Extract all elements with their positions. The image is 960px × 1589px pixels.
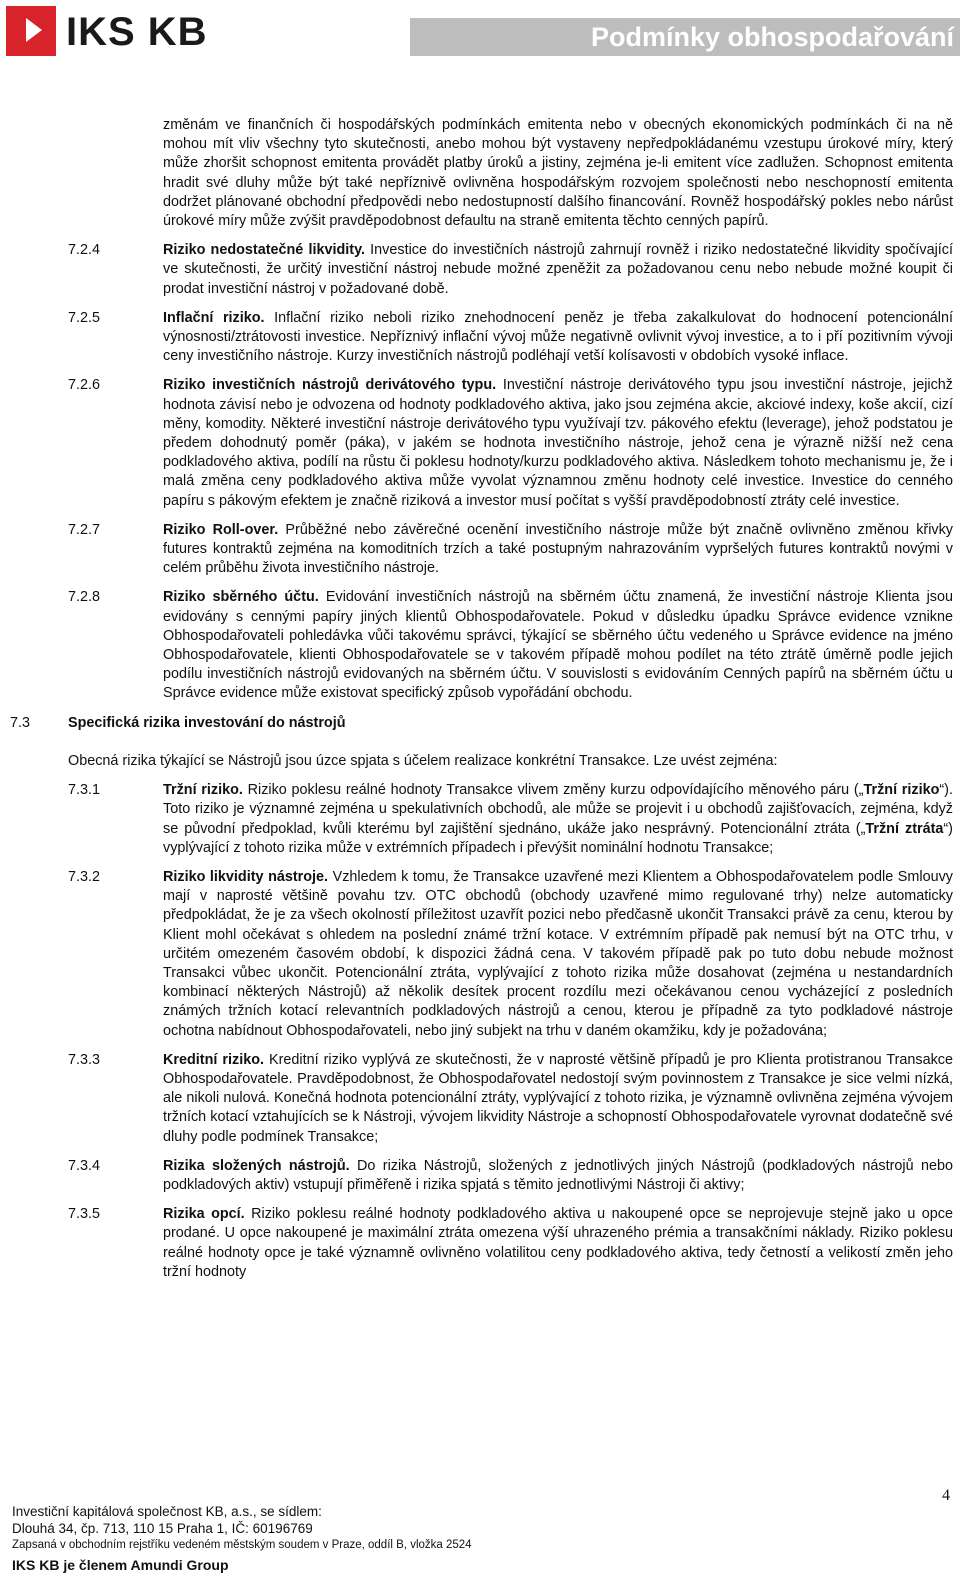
risk-list-7-2	[0, 241, 960, 703]
footer	[12, 1503, 472, 1574]
risk-item: 7.2.7 Riziko Roll-over. Průběžné nebo závěrečné ocenění investičního nástroje může být značně ovlivněno změnou křivky futures kontraktů zejména na komoditních trzích a také postupným nahrazováním vypršelých futures kontraktů novými v celém průběhu života investičního nástroje.	[68, 521, 953, 577]
footer-registry: Zapsaná v obchodním rejstříku vedeném městským soudem v Praze, oddíl B, vložka 2524	[12, 1539, 472, 1551]
risk-item: 7.3.5 Rizika opcí. Riziko poklesu reálné hodnoty podkladového aktiva u nakoupené opce se neprojevuje stejně jako u opce prodané. U opce nakoupené je maximální ztráta omezena výší uhrazeného prémia a transakčními náklady. Riziko poklesu reálné hodnoty opce je také významně ovlivněno volatilitou ceny podkladového aktiva, tedy četností a velikostí změn jeho tržní hodnoty	[68, 1206, 953, 1280]
footer-group: IKS KB je členem Amundi Group	[12, 1557, 229, 1573]
page-header-title: Podmínky obhospodařování	[590, 22, 954, 52]
risk-item: 7.3.2 Riziko likvidity nástroje. Vzhledem k tomu, že Transakce uzavřené mezi Klientem a Obhospodařovatelem podle Smlouvy mají v naprosté většině povahu tzv. OTC obchodů (obchody uzavřené mimo regulované trhy) nelze automaticky předpokládat, že je za všech okolností příležitost uzavřít pozici nebo předčasně ukončit Transakci právě za cenu, kterou by Klient mohl očekávat s ohledem na poslední známé tržní kotace. V extrémním případě pak nemusí být na OTC trhu, v určitém omezeném časovém období, k dispozici žádná cena. V takovém případě pak po tuto dobu nebude možnost Transakci vůbec ukončit. Potencionální ztráta, vyplývající z tohoto rizika může dosahovat (zejména u nestandardních kombinací některých Nástrojů) až několik desítek procent rozdílu mezi očekávanou cenou vycházející z posledních známých tržních kotací relevantních podkladových nástrojů a cenou, kterou je případně za tyto podkladové nástroje ochotna nabídnout Obhospodařovateli, nebo jiný subjekt na trhu v daném okamžiku, kdy je požadována;	[68, 868, 953, 1039]
risk-item: 7.2.5 Inflační riziko. Inflační riziko neboli riziko znehodnocení peněz je třeba zakalkulovat do hodnocení potencionální výnosnosti/ztrátovosti investice. Nepříznivý inflační vývoj může negativně ovlivnit vývoj investice, a to i pří pozitivním vývoji ceny investičního nástroje. Kurzy investičních nástrojů podléhají vetší kolísavosti v obdobích vysoké inflace.	[68, 309, 953, 365]
risk-item: 7.3.3 Kreditní riziko. Kreditní riziko vyplývá ze skutečnosti, že v naprosté většině případů je pro Klienta protistranou Transakce Obhospodařovatele. Pravděpodobnost, že Obhospodařovatel nedostojí svým povinnostem z Transakce je sice velmi nízká, ale nikoli nulová. Konečná hodnota potencionální ztráty, vyplývající z tohoto rizika, je významně ovlivněna zejména vývojem tržních kotací vztahujících se k Nástroji, vývojem likvidity Nástroje a schopností Obhospodařovatele vyrovnat dodatečně své dluhy podle podmínek Transakce;	[68, 1051, 953, 1145]
risk-item: 7.2.4 Riziko nedostatečné likvidity. Investice do investičních nástrojů zahrnují rovněž i riziko nedostatečné likvidity spočívající ve skutečnosti, že určitý investiční nástroj nebude možné zpeněžit za požadovanou cenu nebo nebude možné koupit či prodat investiční nástroj v požadované době.	[68, 242, 953, 297]
footer-company: Investiční kapitálová společnost KB, a.s., se sídlem:	[12, 1504, 322, 1519]
risk-item: 7.3.1 Tržní riziko. Riziko poklesu reálné hodnoty Transakce vlivem změny kurzu odpovídajícího měnového páru („Tržní riziko“). Toto riziko je významné zejména u spekulativních obchodů, ale může se projevit i u obchodů zajišťovacích, zejména, když se původní předpoklad, kvůli kterému byl zajištění sjednáno, ukáže jako nesprávný. Potencionální ztráta („Tržní ztráta“) vyplývající z tohoto rizika může v extrémních případech i převýšit nominální hodnotu Transakce;	[68, 782, 953, 856]
logo-mark-icon	[6, 6, 56, 56]
risk-item: 7.2.8 Riziko sběrného účtu. Evidování investičních nástrojů na sběrném účtu znamená, že investiční nástroje Klienta jsou evidovány s cennými papíry jiných klientů Obhospodařovatele. Pokud v důsledku úpadku Správce evidence vznikne Obhospodařovateli pohledávka vůči takovému správci, týkající se sběrného účtu vedeného u Správce evidence na jméno Obhospodařovatele, klienti Obhospodařovatele se v takovém případě mohou podílet na této ztrátě úměrně podle jejich podílu investičních nástrojů evidovaných na sběrném účtu. V souvislosti s evidováním Cenných papírů na sběrném účtu u Správce evidence může existovat specifický způsob vypořádání obchodu.	[68, 589, 954, 702]
risk-item: 7.3.4 Rizika složených nástrojů. Do rizika Nástrojů, složených z jednotlivých jiných Nástrojů (podkladových nástrojů nebo podkladových aktiv) vstupují přiměřeně i rizika spjatá s těmito jednotlivými Nástroji či aktivy;	[68, 1157, 953, 1193]
risk-item: 7.2.6 Riziko investičních nástrojů derivátového typu. Investiční nástroje derivátového typu jsou investiční nástroje, jejichž hodnota závisí nebo je odvozena od hodnoty podkladového aktiva, jako jsou zejména akcie, akciové indexy, koše akcií, cizí měny, komodity. Některé investiční nástroje derivátového typu využívají tzv. pákového efektu (leverage), jehož podstatou je předem dohodnutý poměr (páka), v jakém se hodnota investičního nástroje, jehož cena je výrazně nižší než cena podkladového aktiva, podílí na růstu či poklesu hodnoty/kurzu podkladového aktiva. Následkem tohoto mechanismu je, že i malá změna ceny podkladového aktiva může vyvolat významnou změnu hodnoty celé investice. Investice do cenného papíru s pákovým efektem je značně riziková a investor musí počítat s vyšší pravděpodobností ztráty celé investice.	[68, 377, 953, 509]
page-number: 4	[942, 1487, 950, 1504]
header-bar	[410, 18, 960, 56]
footer-address: Dlouhá 34, čp. 713, 110 15 Praha 1, IČ: 60196769	[12, 1521, 313, 1536]
risk-list-7-3	[0, 781, 960, 1282]
logo-text: IKS KB	[66, 10, 208, 54]
continued-paragraph: změnám ve finančních či hospodářských podmínkách emitenta nebo v obecných ekonomických podmínkách či na ně mohou mít vliv všechny tyto skutečnosti, anebo mohou být vystaveny nepředpokládanému vzestupu úrokové míry, který může zhoršit schopnost emitenta provádět platby úroků a jistiny, zejména je-li emitent více zadlužen. Schopnost emitenta hradit své dluhy může být také nepříznivě ovlivněna hospodářským rozvojem společnosti nebo neschopností emitenta dodržet plánované obchodní předpovědi nebo nedostupností dalšího financování. Rovněž hospodářský pokles nebo nárůst úrokové míry může zvýšit pravděpodobnost defaultu na straně emitenta těchto cenných papírů.	[163, 117, 953, 230]
section-intro: Obecná rizika týkající se Nástrojů jsou úzce spjata s účelem realizace konkrétní Transakce. Lze uvést zejména:	[68, 752, 778, 769]
section-heading: 7.3 Specifická rizika investování do nástrojů	[10, 714, 346, 731]
document-body	[0, 116, 960, 1282]
